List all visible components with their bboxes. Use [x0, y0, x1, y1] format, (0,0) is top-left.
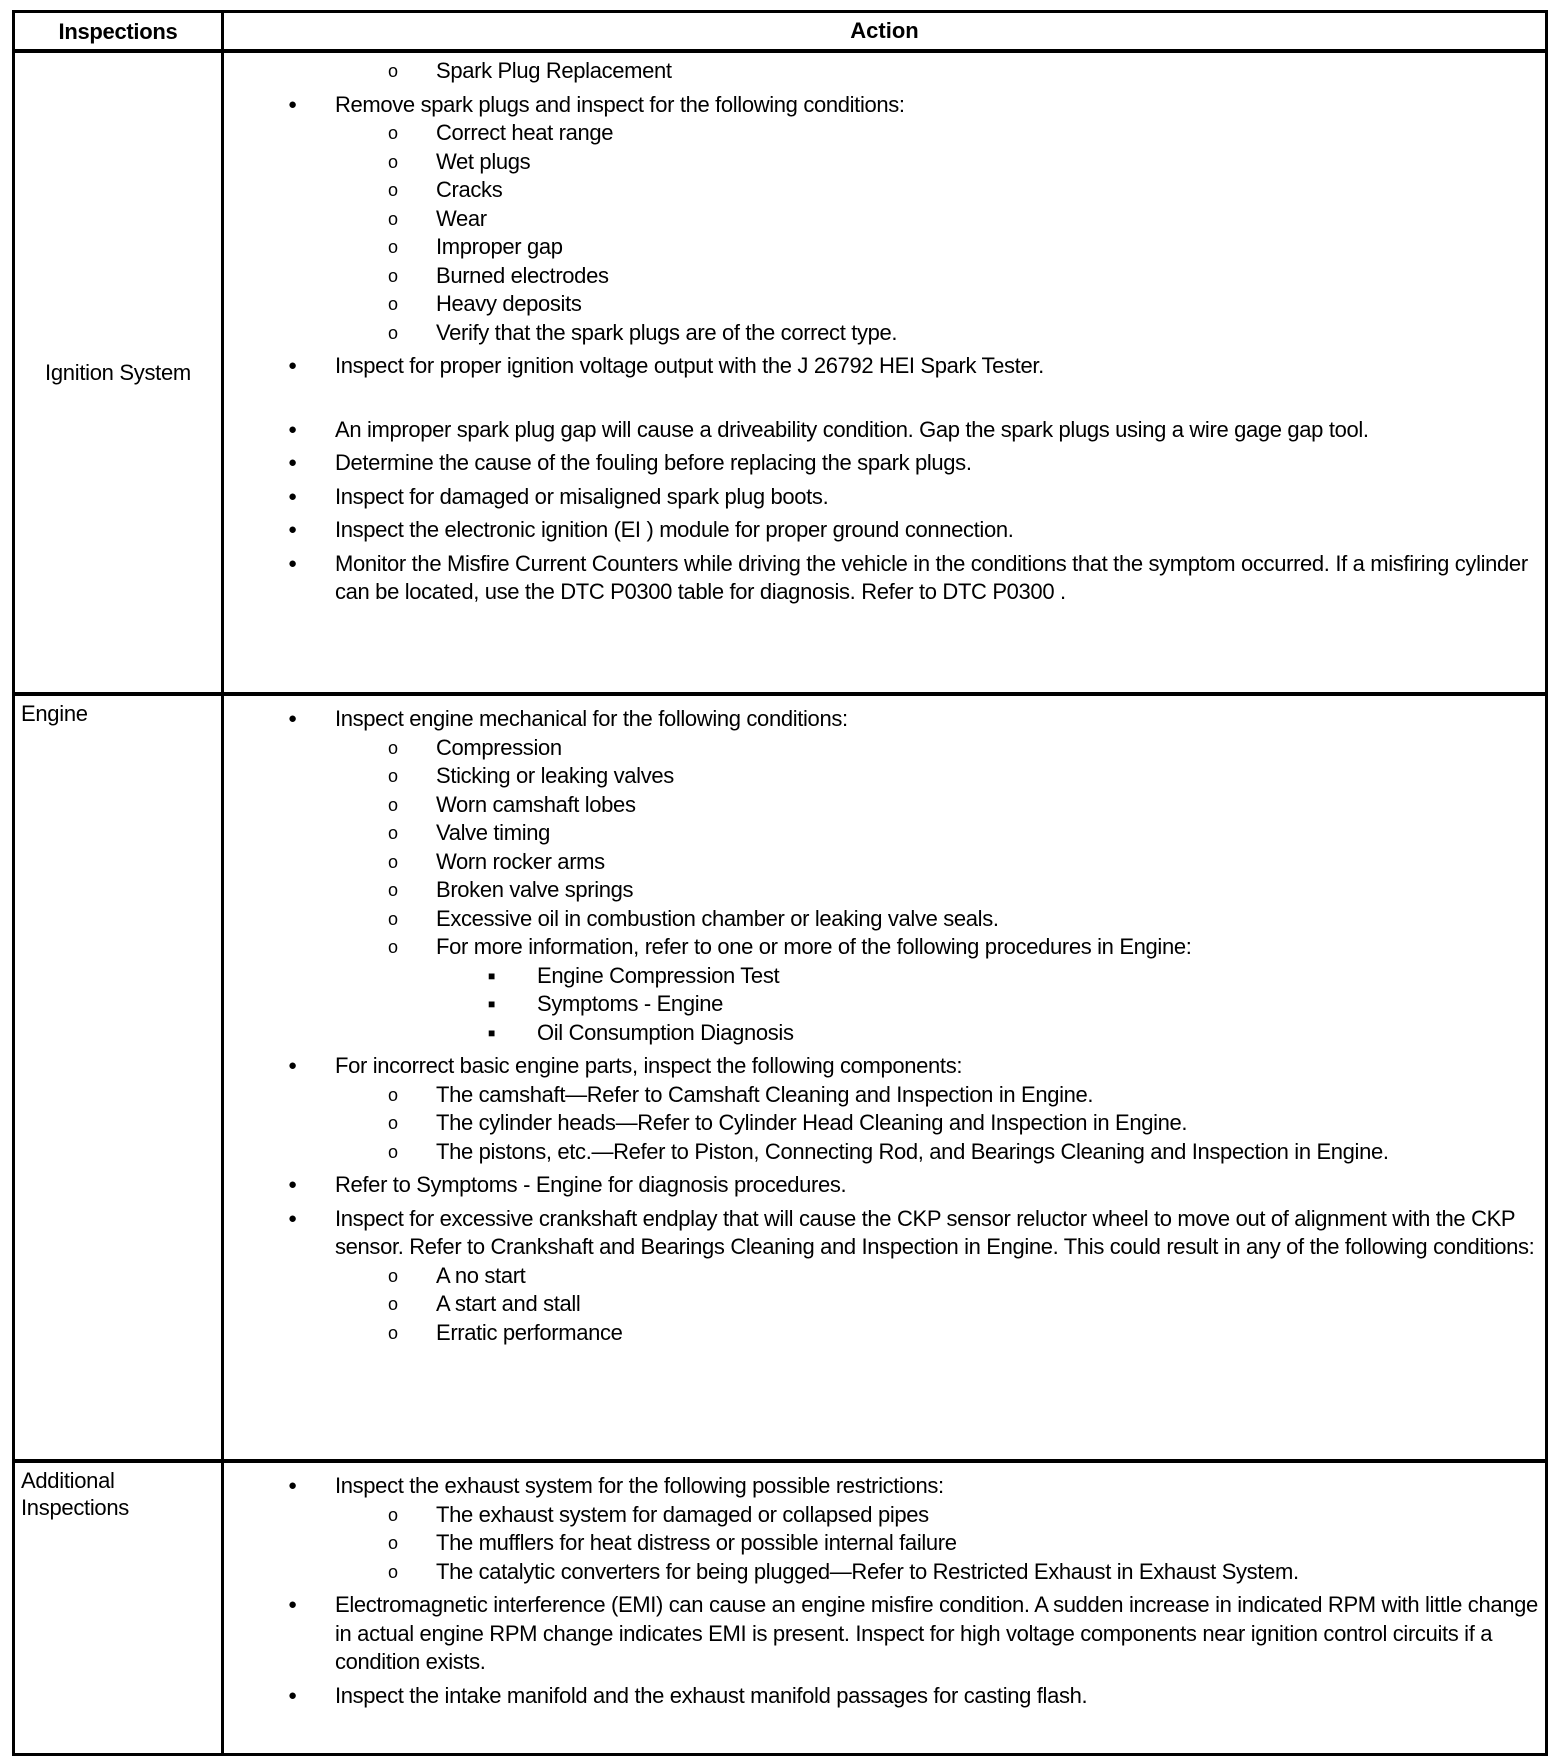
list-item — [224, 848, 1541, 877]
bullet-icon: ● — [288, 487, 297, 505]
list-item — [224, 1290, 1541, 1319]
list-item — [224, 791, 1541, 820]
list-item-text: For incorrect basic engine parts, inspect the following components: — [335, 1053, 963, 1078]
circle-bullet-icon: o — [388, 1265, 398, 1286]
list-item-text: For more information, refer to one or more of the following procedures in Engine: — [436, 934, 1192, 959]
bullet-icon: ● — [288, 554, 297, 572]
list-item — [224, 233, 1541, 262]
list-item-text: Worn camshaft lobes — [436, 791, 636, 817]
list-item — [224, 148, 1541, 177]
list-item-text: Remove spark plugs and inspect for the following conditions: — [335, 91, 905, 117]
row-label: Additional Inspections — [15, 1463, 224, 1753]
list-item-text: Improper gap — [436, 234, 563, 259]
list-item — [224, 1138, 1541, 1167]
circle-bullet-icon: o — [388, 737, 398, 758]
bullet-icon: ● — [288, 1209, 297, 1227]
bullet-icon: ● — [288, 454, 297, 471]
circle-bullet-icon: o — [388, 208, 398, 229]
list-item-text: Wear — [436, 205, 487, 231]
list-item — [224, 1501, 1541, 1530]
bullet-icon: ● — [288, 521, 297, 538]
list-item-text: The pistons, etc.—Refer to Piston, Connecting Rod, and Bearings Cleaning and Inspection in Engine. — [436, 1138, 1389, 1164]
list-item — [224, 819, 1541, 848]
list-item — [224, 550, 1541, 607]
list-item-text: The camshaft—Refer to Camshaft Cleaning and Inspection in Engine. — [436, 1081, 1094, 1107]
list-item-text: Cracks — [436, 177, 503, 202]
bullet-icon: ● — [288, 1057, 297, 1074]
circle-bullet-icon: o — [388, 294, 398, 314]
list-item-text: Erratic performance — [436, 1319, 623, 1345]
list-item — [224, 516, 1541, 545]
circle-bullet-icon: o — [388, 1504, 398, 1525]
list-item-text: Sticking or leaking valves — [436, 763, 674, 788]
list-item-text: Refer to Symptoms - Engine for diagnosis procedures. — [335, 1172, 847, 1197]
list-item — [224, 91, 1541, 120]
table-header-row — [15, 13, 1545, 53]
list-item — [224, 1171, 1541, 1200]
list-item-text: Excessive oil in combustion chamber or leaking valve seals. — [436, 905, 999, 931]
list-item-text: Monitor the Misfire Current Counters while driving the vehicle in the conditions that the symptom occurred. If a misfiring cylinder can be located, use the DTC P0300 table for diagnosis. Refer to DTC P0300 . — [335, 550, 1528, 604]
list-item — [224, 1262, 1541, 1291]
list-item — [224, 1558, 1541, 1587]
list-item-text: Broken valve springs — [436, 877, 634, 902]
list-item — [224, 1109, 1541, 1138]
bullet-icon: ● — [288, 420, 297, 438]
square-bullet-icon: ■ — [488, 1025, 495, 1040]
list-item-text: Verify that the spark plugs are of the correct type. — [436, 319, 898, 345]
bullet-icon: ● — [288, 1477, 297, 1494]
list-item-text: Symptoms - Engine — [537, 991, 724, 1016]
list-item — [224, 1081, 1541, 1110]
list-item — [224, 352, 1541, 381]
list-item — [224, 990, 1541, 1019]
list-item — [224, 119, 1541, 148]
list-item — [224, 57, 1541, 86]
list-item-text: Electromagnetic interference (EMI) can cause an engine misfire condition. A sudden increase in indicated RPM with little change in actual engine RPM change indicates EMI is present. Inspect for high voltage components near ignition control circuits if a condition exists. — [335, 1592, 1538, 1674]
circle-bullet-icon: o — [388, 1322, 398, 1343]
circle-bullet-icon: o — [388, 851, 398, 872]
list-item-text: Determine the cause of the fouling before replacing the spark plugs. — [335, 450, 972, 475]
list-item — [224, 705, 1541, 734]
list-item-text: Engine Compression Test — [537, 962, 780, 988]
list-item — [224, 1052, 1541, 1081]
bullet-icon: ● — [288, 1176, 297, 1193]
list-item-text: Valve timing — [436, 820, 550, 845]
circle-bullet-icon: o — [388, 1113, 398, 1133]
list-item — [224, 876, 1541, 905]
list-item-text: Compression — [436, 734, 562, 760]
list-item-text: Inspect the intake manifold and the exhaust manifold passages for casting flash. — [335, 1682, 1088, 1708]
list-item-text: Oil Consumption Diagnosis — [537, 1019, 794, 1045]
list-item-text: The mufflers for heat distress or possible internal failure — [436, 1530, 957, 1555]
header-inspections: Inspections — [15, 13, 224, 49]
circle-bullet-icon: o — [388, 1294, 398, 1314]
bullet-icon: ● — [288, 710, 297, 727]
circle-bullet-icon: o — [388, 823, 398, 843]
list-item — [224, 176, 1541, 205]
list-item-text: Inspect for excessive crankshaft endplay that will cause the CKP sensor reluctor wheel to move out of alignment with the CKP sensor. Refer to Crankshaft and Bearings Cleaning and Inspection in Engine. This could result in any of the following conditions: — [335, 1205, 1535, 1259]
square-bullet-icon: ■ — [488, 997, 495, 1011]
list-item-text: A no start — [436, 1262, 526, 1288]
square-bullet-icon: ■ — [488, 968, 495, 983]
circle-bullet-icon: o — [388, 908, 398, 929]
circle-bullet-icon: o — [388, 237, 398, 257]
list-item-text: Correct heat range — [436, 120, 614, 145]
circle-bullet-icon: o — [388, 1533, 398, 1553]
action-list — [224, 1467, 1541, 1710]
bullet-icon: ● — [288, 95, 297, 113]
list-item — [224, 905, 1541, 934]
list-item-text: Inspect for proper ignition voltage output with the J 26792 HEI Spark Tester. — [335, 353, 1044, 378]
circle-bullet-icon: o — [388, 766, 398, 786]
circle-bullet-icon: o — [388, 1084, 398, 1105]
row-label: Ignition System — [15, 53, 224, 692]
circle-bullet-icon: o — [388, 123, 398, 143]
bullet-icon: ● — [288, 1686, 297, 1704]
circle-bullet-icon: o — [388, 180, 398, 200]
list-item-text: Burned electrodes — [436, 262, 609, 288]
circle-bullet-icon: o — [388, 880, 398, 900]
circle-bullet-icon: o — [388, 322, 398, 343]
circle-bullet-icon: o — [388, 1561, 398, 1582]
action-list — [224, 700, 1541, 1347]
table-row-engine — [15, 696, 1545, 1463]
header-action: Action — [850, 18, 919, 43]
circle-bullet-icon: o — [388, 265, 398, 286]
table-row-additional-inspections — [15, 1463, 1545, 1753]
bullet-icon: ● — [288, 1596, 297, 1613]
list-item-text: Wet plugs — [436, 148, 531, 174]
list-item — [224, 1591, 1541, 1677]
list-item — [224, 319, 1541, 348]
list-item — [224, 1319, 1541, 1348]
list-item — [224, 1472, 1541, 1501]
list-item — [224, 449, 1541, 478]
list-item-text: The catalytic converters for being plugged—Refer to Restricted Exhaust in Exhaust System. — [436, 1558, 1299, 1584]
list-item — [224, 416, 1541, 445]
circle-bullet-icon: o — [388, 794, 398, 815]
list-item-text: The cylinder heads—Refer to Cylinder Head Cleaning and Inspection in Engine. — [436, 1110, 1188, 1135]
list-item — [224, 762, 1541, 791]
list-item — [224, 483, 1541, 512]
circle-bullet-icon: o — [388, 937, 398, 957]
table-row-ignition-system — [15, 53, 1545, 696]
list-item — [224, 1529, 1541, 1558]
list-item — [224, 933, 1541, 962]
list-item — [224, 205, 1541, 234]
bullet-icon: ● — [288, 357, 297, 374]
circle-bullet-icon: o — [388, 61, 398, 81]
list-item-text: Spark Plug Replacement — [436, 58, 672, 83]
list-item-text: Inspect for damaged or misaligned spark plug boots. — [335, 483, 829, 509]
circle-bullet-icon: o — [388, 1141, 398, 1162]
list-item — [224, 1682, 1541, 1711]
list-item — [224, 734, 1541, 763]
list-item-text: The exhaust system for damaged or collapsed pipes — [436, 1501, 929, 1527]
list-item-text: Inspect the electronic ignition (EI ) module for proper ground connection. — [335, 517, 1014, 542]
list-item-text: An improper spark plug gap will cause a driveability condition. Gap the spark plugs using a wire gage gap tool. — [335, 416, 1369, 442]
row-label: Engine — [15, 696, 224, 1459]
list-item — [224, 290, 1541, 319]
list-item — [224, 262, 1541, 291]
list-item — [224, 1019, 1541, 1048]
list-item-text: Inspect the exhaust system for the following possible restrictions: — [335, 1473, 944, 1498]
inspection-table — [12, 10, 1548, 1756]
list-item-text: Heavy deposits — [436, 291, 582, 316]
list-item-text: Worn rocker arms — [436, 848, 605, 874]
circle-bullet-icon: o — [388, 151, 398, 172]
list-item — [224, 1205, 1541, 1262]
list-item — [224, 962, 1541, 991]
list-item-text: A start and stall — [436, 1291, 581, 1316]
action-list — [224, 57, 1541, 607]
list-item-text: Inspect engine mechanical for the following conditions: — [335, 706, 848, 731]
